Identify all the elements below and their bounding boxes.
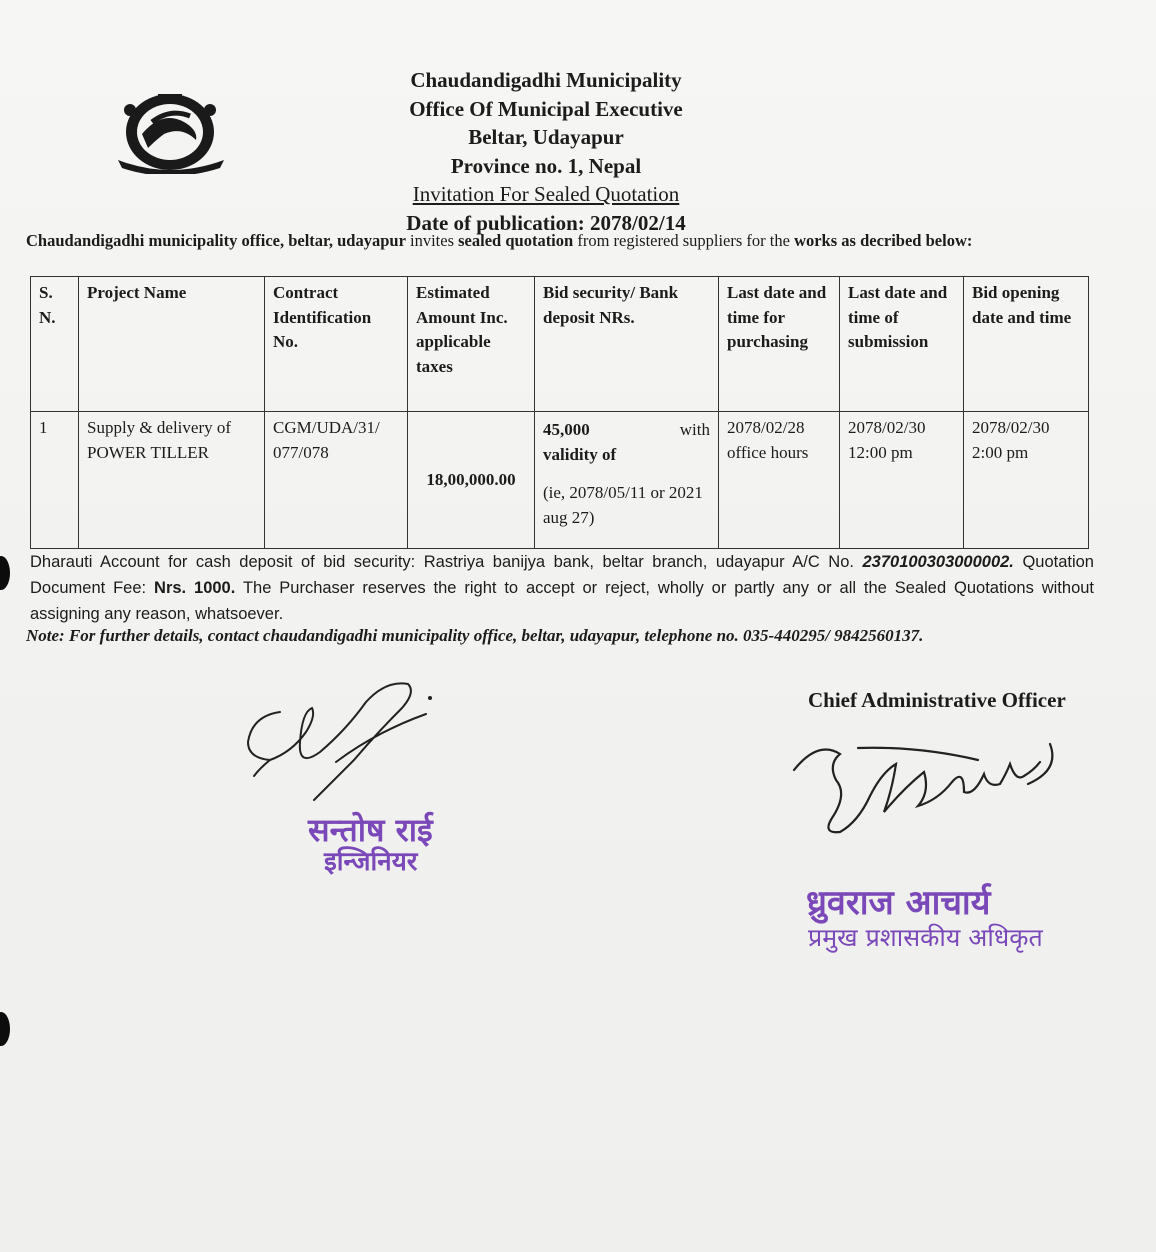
opening-date: 2078/02/30 <box>972 418 1050 437</box>
office-location: Beltar, Udayapur <box>468 125 624 150</box>
col-header-project: Project Name <box>79 277 265 412</box>
letterhead <box>330 66 762 238</box>
col-header-submission: Last date and time of submission <box>840 277 964 412</box>
engineer-signature <box>236 672 456 812</box>
province: Province no. 1, Nepal <box>450 153 642 178</box>
submission-date: 2078/02/30 <box>848 418 926 437</box>
fee-label: Quotation Document Fee: <box>30 553 1094 597</box>
engineer-title-stamp: इन्जिनियर <box>324 847 418 877</box>
intro-invites: invites <box>410 231 455 250</box>
cell-purchase <box>719 412 840 549</box>
opening-time: 2:00 pm <box>972 442 1029 462</box>
cell-estimated: 18,00,000.00 <box>408 412 535 549</box>
intro-office: Chaudandigadhi municipality office, beltar, udayapur <box>26 231 406 250</box>
cell-opening <box>964 412 1089 549</box>
notice-title: Invitation For Sealed Quotation <box>412 182 680 207</box>
security-with: with <box>679 420 710 439</box>
col-header-purchase: Last date and time for purchasing <box>719 277 840 412</box>
security-validity: validity of <box>543 444 617 464</box>
municipality-name: Chaudandigadhi Municipality <box>410 68 682 92</box>
tender-table <box>30 276 1089 549</box>
account-text: Dharauti Account for cash deposit of bid security: Rastriya banijya bank, beltar branch, udayapur A/C No. <box>30 553 854 571</box>
cao-designation-stamp: प्रमुख प्रशासकीय अधिकृत <box>808 923 1043 952</box>
table-header-row <box>31 277 1089 412</box>
publication-date: Date of publication: 2078/02/14 <box>406 210 686 235</box>
punch-hole <box>0 1012 10 1046</box>
government-emblem-icon <box>112 82 232 174</box>
col-header-sn: S. N. <box>31 277 79 412</box>
account-number: 2370100303000002. <box>862 553 1014 571</box>
contact-note: Note: For further details, contact chaudandigadhi municipality office, beltar, udayapur, telephone no. 035-440295/ 9842560137. <box>26 626 924 645</box>
punch-hole <box>0 556 10 590</box>
col-header-opening: Bid opening date and time <box>964 277 1089 412</box>
col-header-estimated: Estimated Amount Inc. applicable taxes <box>408 277 535 412</box>
fee-value: Nrs. 1000. <box>154 579 236 597</box>
submission-time: 12:00 pm <box>848 442 913 462</box>
security-date: (ie, 2078/05/11 or 2021 aug 27) <box>543 483 703 527</box>
cell-contract: CGM/UDA/31/ 077/078 <box>265 412 408 549</box>
intro-paragraph <box>26 231 1086 250</box>
purchase-time: office hours <box>727 442 809 462</box>
intro-sealed: sealed quotation <box>458 231 574 250</box>
cao-signature <box>788 730 1088 850</box>
security-amount: 45,000 <box>543 420 590 439</box>
cell-sn: 1 <box>31 412 79 549</box>
cell-security <box>535 412 719 549</box>
footer-paragraph <box>30 549 1094 627</box>
cao-title: Chief Administrative Officer <box>808 688 1066 712</box>
intro-works: works as decribed below: <box>794 231 973 250</box>
reserve-text: The Purchaser reserves the right to accept or reject, wholly or partly any or all the Sealed Quotations without assigning any reason, whatsoever. <box>30 579 1095 623</box>
cell-submission <box>840 412 964 549</box>
col-header-security: Bid security/ Bank deposit NRs. <box>535 277 719 412</box>
intro-from: from registered suppliers for the <box>577 231 790 250</box>
engineer-name-stamp: सन्तोष राई <box>308 811 433 849</box>
col-header-contract: Contract Identification No. <box>265 277 408 412</box>
office-name: Office Of Municipal Executive <box>409 96 683 121</box>
cao-name-stamp: ध्रुवराज आचार्य <box>806 883 991 923</box>
cell-project: Supply & delivery of POWER TILLER <box>79 412 265 549</box>
purchase-date: 2078/02/28 <box>727 418 805 437</box>
table-row <box>31 412 1089 549</box>
